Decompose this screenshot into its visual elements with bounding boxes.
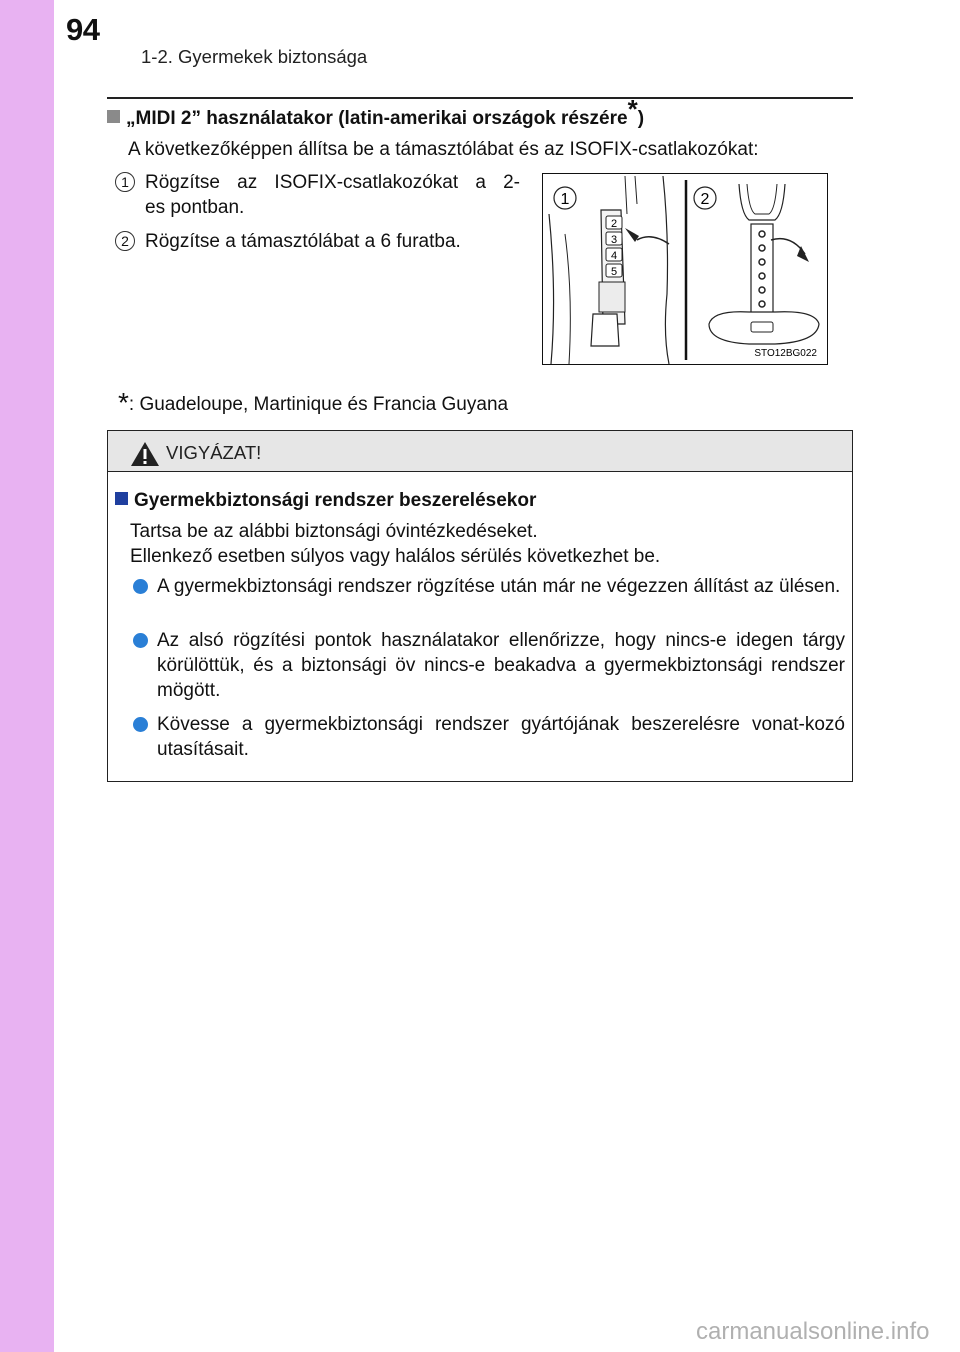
step-1-text [145, 170, 520, 220]
section-heading [107, 94, 645, 130]
step-1 [115, 170, 520, 222]
side-tab-bar [0, 0, 54, 1352]
slot-number: 5 [610, 266, 618, 278]
chapter-title: 1-2. Gyermekek biztonsága [141, 46, 368, 67]
warning-box [107, 430, 853, 782]
warning-text-line-2: Ellenkező esetben súlyos vagy halálos sérülés következhet be. [130, 546, 661, 567]
step-1-line-1: Rögzítse az ISOFIX-csatlakozókat a 2- [145, 172, 520, 193]
subheading-square-icon [115, 492, 128, 505]
slot-number: 2 [610, 218, 618, 230]
page-number: 94 [66, 12, 100, 47]
footnote-text: : Guadeloupe, Martinique és Francia Guyana [128, 394, 509, 415]
isofix-illustration [542, 173, 828, 365]
watermark: carmanualsonline.info [696, 1318, 930, 1345]
section-heading-text: „MIDI 2” használatakor (latin-amerikai országok részére [126, 108, 628, 129]
warning-bullet-text: A gyermekbiztonsági rendszer rögzítése után már ne végezzen állítást az ülésen. [157, 576, 841, 597]
warning-title: VIGYÁZAT! [166, 442, 262, 463]
slot-number: 3 [610, 234, 618, 246]
heading-square-icon [107, 110, 120, 123]
bullet-dot-icon [133, 579, 148, 594]
figure-code: STO12BG022 [754, 348, 817, 359]
footnote-asterisk: * [118, 387, 129, 418]
intro-text: A következőképpen állítsa be a támasztólábat és az ISOFIX-csatlakozókat: [128, 139, 759, 160]
step-1-line-2: es pontban. [145, 197, 245, 218]
bullet-dot-icon [133, 633, 148, 648]
bullet-dot-icon [133, 717, 148, 732]
heading-close-paren: ) [637, 108, 645, 129]
step-number-badge: 1 [115, 172, 135, 192]
slot-number: 4 [610, 250, 618, 262]
warning-bullet-text: Az alsó rögzítési pontok használatakor ellenőrizze, hogy nincs-e idegen tárgy körülöttük, és a biztonsági öv nincs-e beakadva a gyermekbiztonsági rendszer mögött. [157, 630, 845, 701]
warning-triangle-icon [130, 441, 160, 467]
warning-bullet-text: Kövesse a gyermekbiztonsági rendszer gyártójának beszerelésre vonat-kozó utasításait. [157, 714, 845, 760]
header-divider [107, 97, 853, 99]
footnote [118, 387, 508, 419]
illustration-drawing [543, 174, 827, 364]
step-number-badge: 2 [115, 231, 135, 251]
svg-text:1: 1 [560, 191, 570, 208]
warning-header [108, 431, 852, 472]
heading-asterisk: * [627, 94, 638, 124]
warning-subheading [115, 490, 536, 512]
warning-subheading-text: Gyermekbiztonsági rendszer beszerelésekor [134, 490, 537, 511]
step-2 [115, 229, 520, 255]
svg-text:2: 2 [700, 191, 710, 208]
step-2-text: Rögzítse a támasztólábat a 6 furatba. [145, 231, 461, 252]
warning-text-line-1: Tartsa be az alábbi biztonsági óvintézkedéseket. [130, 521, 538, 542]
